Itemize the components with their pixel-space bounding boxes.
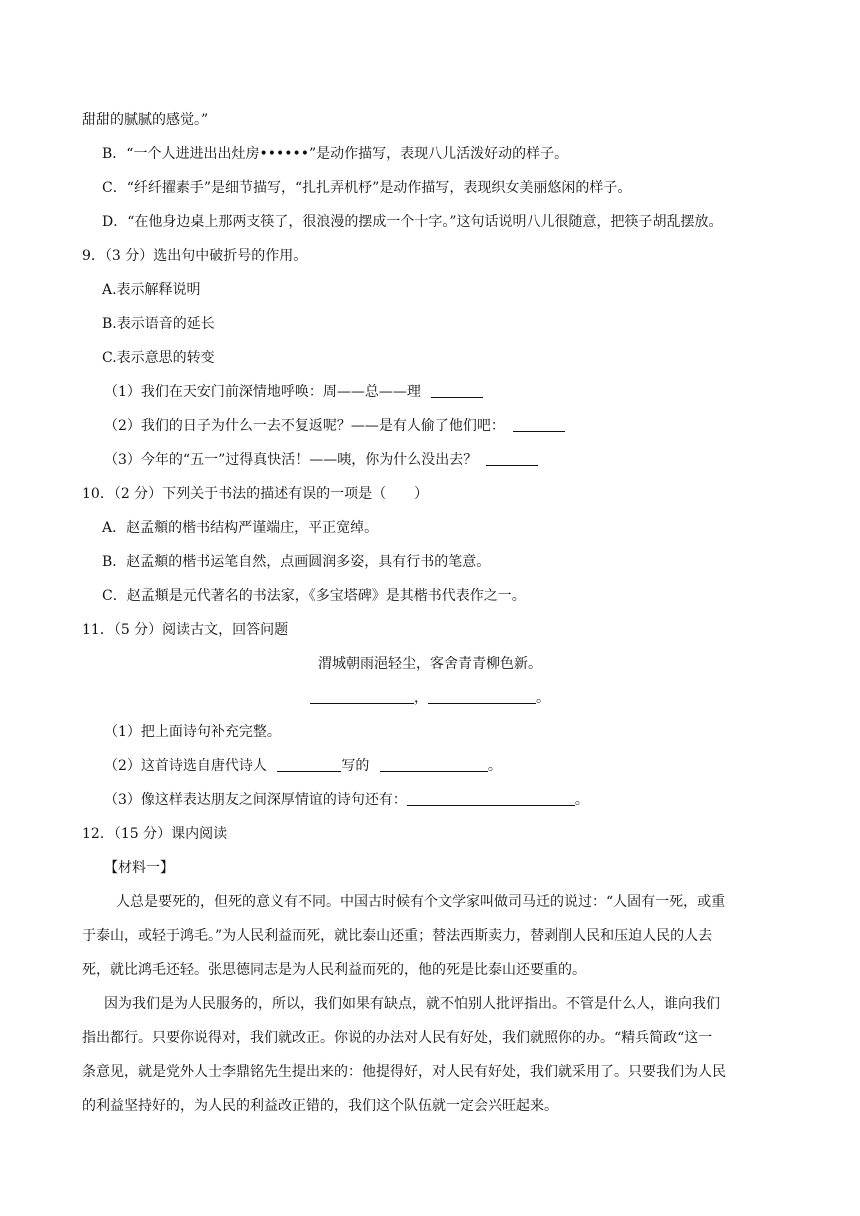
q9-option-b: B.表示语音的延长 (102, 316, 215, 332)
q12-paragraph-2-line-3: 条意见，就是党外人士李鼎铭先生提出来的：他提得好，对人民有好处，我们就采用了。只要我们为人民 (82, 1064, 726, 1080)
q11-comma: ， (414, 690, 428, 706)
q12-material-heading: 【材料一】 (104, 860, 174, 876)
q11-poem-title-blank[interactable] (380, 757, 488, 772)
q12-paragraph-1-line-1: 人总是要死的，但死的意义有不同。中国古时候有个文学家叫做司马迁的说过：“人固有一死，或重 (116, 894, 726, 910)
q9-sentence-3-text: （3）今年的“五一”过得真快活！——咦，你为什么没出去？ (104, 452, 478, 468)
q12-paragraph-2-line-2: 指出都行。只要你说得对，我们就改正。你说的办法对人民有好处，我们就照你的办。“精兵简政“这一 (82, 1030, 713, 1046)
q12-paragraph-2-line-4: 的利益坚持好的，为人民的利益改正错的，我们这个队伍就一定会兴旺起来。 (82, 1098, 558, 1114)
q9-sentence-1-text: （1）我们在天安门前深情地呼唤：周——总——理 (104, 384, 421, 400)
q9-answer-blank-3[interactable] (486, 451, 538, 466)
q9-option-c: C.表示意思的转变 (102, 350, 215, 366)
q12-paragraph-1-line-3: 死，就比鸿毛还轻。张思德同志是为人民利益而死的，他的死是比泰山还要重的。 (82, 962, 586, 978)
q10-stem: 10．（2 分）下列关于书法的描述有误的一项是（ ） (82, 486, 429, 502)
q9-sentence-2-text: （2）我们的日子为什么一去不复返呢？——是有人偷了他们吧： (104, 418, 505, 434)
q12-stem: 12．（15 分）课内阅读 (82, 826, 228, 842)
q12-paragraph-1-line-2: 于泰山，或轻于鸿毛。”为人民利益而死，就比泰山还重；替法西斯卖力，替剥削人民和压迫人民的人去 (82, 928, 713, 944)
q11-sub-2-text-b: 写的 (341, 758, 370, 774)
q10-option-c: C．赵孟頫是元代著名的书法家，《多宝塔碑》是其楷书代表作之一。 (102, 588, 526, 604)
q11-friendship-verse-blank[interactable] (407, 791, 575, 806)
q11-sub-2 (104, 756, 502, 776)
q11-period: 。 (536, 690, 550, 706)
q9-option-a: A.表示解释说明 (102, 282, 201, 298)
q11-sub-2-text-a: （2）这首诗选自唐代诗人 (104, 758, 267, 774)
q8-option-c: C．“纤纤擢素手”是细节描写，“扎扎弄机杼”是动作描写，表现织女美丽悠闲的样子。 (102, 180, 632, 196)
q9-stem: 9．（3 分）选出句中破折号的作用。 (82, 248, 308, 264)
q8-continuation: 甜甜的腻腻的感觉。” (82, 112, 209, 128)
q9-answer-blank-1[interactable] (431, 383, 483, 398)
q11-poet-blank[interactable] (277, 757, 341, 772)
q8-option-d: D．“在他身边桌上那两支筷了，很浪漫的摆成一个十字。”这句话说明八儿很随意，把筷子胡乱摆放。 (102, 214, 723, 230)
q11-stem: 11．（5 分）阅读古文，回答问题 (82, 622, 289, 638)
q11-poem-blanks (0, 688, 860, 708)
q10-option-b: B．赵孟頫的楷书运笔自然，点画圆润多姿，具有行书的笔意。 (102, 554, 491, 570)
q9-sentence-2 (104, 416, 565, 436)
q11-poem-line: 渭城朝雨浥轻尘，客舍青青柳色新。 (318, 656, 542, 672)
q11-sub-1: （1）把上面诗句补充完整。 (104, 724, 281, 740)
q12-paragraph-2-line-1: 因为我们是为人民服务的，所以，我们如果有缺点，就不怕别人批评指出。不管是什么人，谁向我们 (104, 996, 720, 1012)
q10-option-a: A．赵孟頫的楷书结构严谨端庄，平正宽绰。 (102, 520, 379, 536)
q8-option-b: B．“一个人进进出出灶房••••••”是动作描写，表现八儿活泼好动的样子。 (102, 146, 569, 162)
q11-sub-3-text-a: （3）像这样表达朋友之间深厚情谊的诗句还有： (104, 792, 407, 808)
q11-sub-2-text-c: 。 (487, 758, 502, 774)
q11-sub-3 (104, 790, 589, 810)
q9-answer-blank-2[interactable] (513, 417, 565, 432)
q9-sentence-3 (104, 450, 538, 470)
q11-poem-blank-1[interactable] (310, 689, 414, 704)
q9-sentence-1 (104, 382, 483, 402)
q11-sub-3-text-b: 。 (574, 792, 589, 808)
q11-poem-blank-2[interactable] (428, 689, 536, 704)
